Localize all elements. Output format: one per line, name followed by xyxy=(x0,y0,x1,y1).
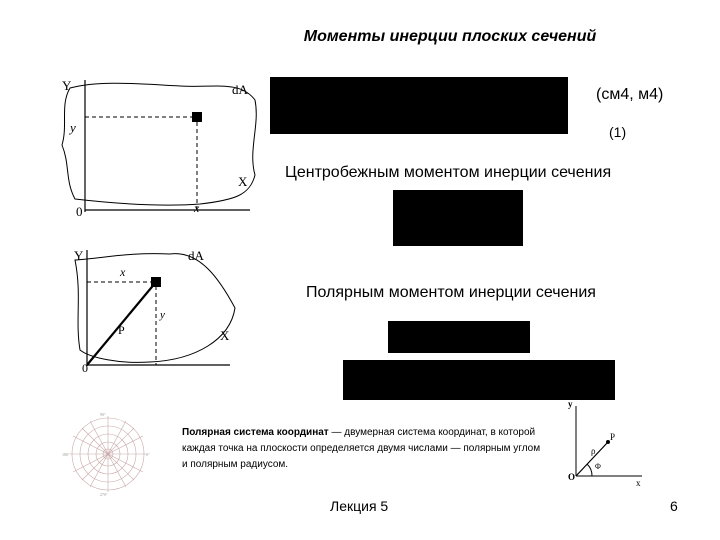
area-element-da-2 xyxy=(151,277,161,287)
footer-lecture: Лекция 5 xyxy=(330,498,389,514)
slide-title: Моменты инерции плоских сечений xyxy=(303,28,597,45)
formula-moment-of-inertia xyxy=(270,77,568,134)
svg-text:180°: 180° xyxy=(62,452,70,457)
label-rho: ρ xyxy=(591,446,596,456)
polar-system-definition: — двумерная система координат, в которой каждая точка на плоскости определяется двумя числами — полярным углом и полярным радиусом. xyxy=(182,427,541,470)
label-X-2: X xyxy=(220,328,230,343)
area-element-da xyxy=(192,112,202,122)
equation-number: (1) xyxy=(609,124,627,140)
section-figure-2 xyxy=(60,240,250,375)
svg-text:90°: 90° xyxy=(100,412,106,417)
section-outline-2 xyxy=(75,254,235,363)
polar-system-description xyxy=(182,425,542,473)
label-x-2: x xyxy=(120,265,126,279)
polar-system-term: Полярная система координат xyxy=(182,427,329,438)
angle-arc xyxy=(587,464,592,476)
svg-text:270°: 270° xyxy=(100,492,108,497)
page-number: 6 xyxy=(670,498,678,514)
label-origin-2: 0 xyxy=(82,361,88,375)
section-figure-1 xyxy=(50,70,270,220)
section-outline xyxy=(62,83,256,205)
label-y: y xyxy=(70,120,76,135)
label-origin: 0 xyxy=(76,204,83,219)
label-P-3: P xyxy=(610,432,616,442)
polar-heading: Полярным моментом инерции сечения xyxy=(306,284,596,301)
label-O: O xyxy=(568,472,576,482)
units-label: (см4, м4) xyxy=(596,86,664,103)
label-Y: Y xyxy=(62,78,72,93)
svg-text:0°: 0° xyxy=(146,452,150,457)
label-phi: Φ xyxy=(595,462,601,471)
formula-polar-expanded xyxy=(343,360,615,400)
label-X: X xyxy=(238,174,248,189)
label-P: P xyxy=(118,323,125,337)
label-y-3: y xyxy=(568,399,573,409)
polar-grid-image xyxy=(60,412,155,497)
label-Y-2: Y xyxy=(74,248,84,263)
centrifugal-heading: Центробежным моментом инерции сечения xyxy=(285,164,612,181)
label-dA-2: dA xyxy=(188,248,204,263)
label-y-2: y xyxy=(160,309,165,321)
polar-coordinates-figure xyxy=(562,398,652,488)
label-x-3: x xyxy=(636,478,641,488)
formula-centrifugal xyxy=(393,190,523,246)
formula-polar xyxy=(388,321,530,353)
label-dA: dA xyxy=(232,82,248,97)
label-x: x xyxy=(194,201,200,215)
